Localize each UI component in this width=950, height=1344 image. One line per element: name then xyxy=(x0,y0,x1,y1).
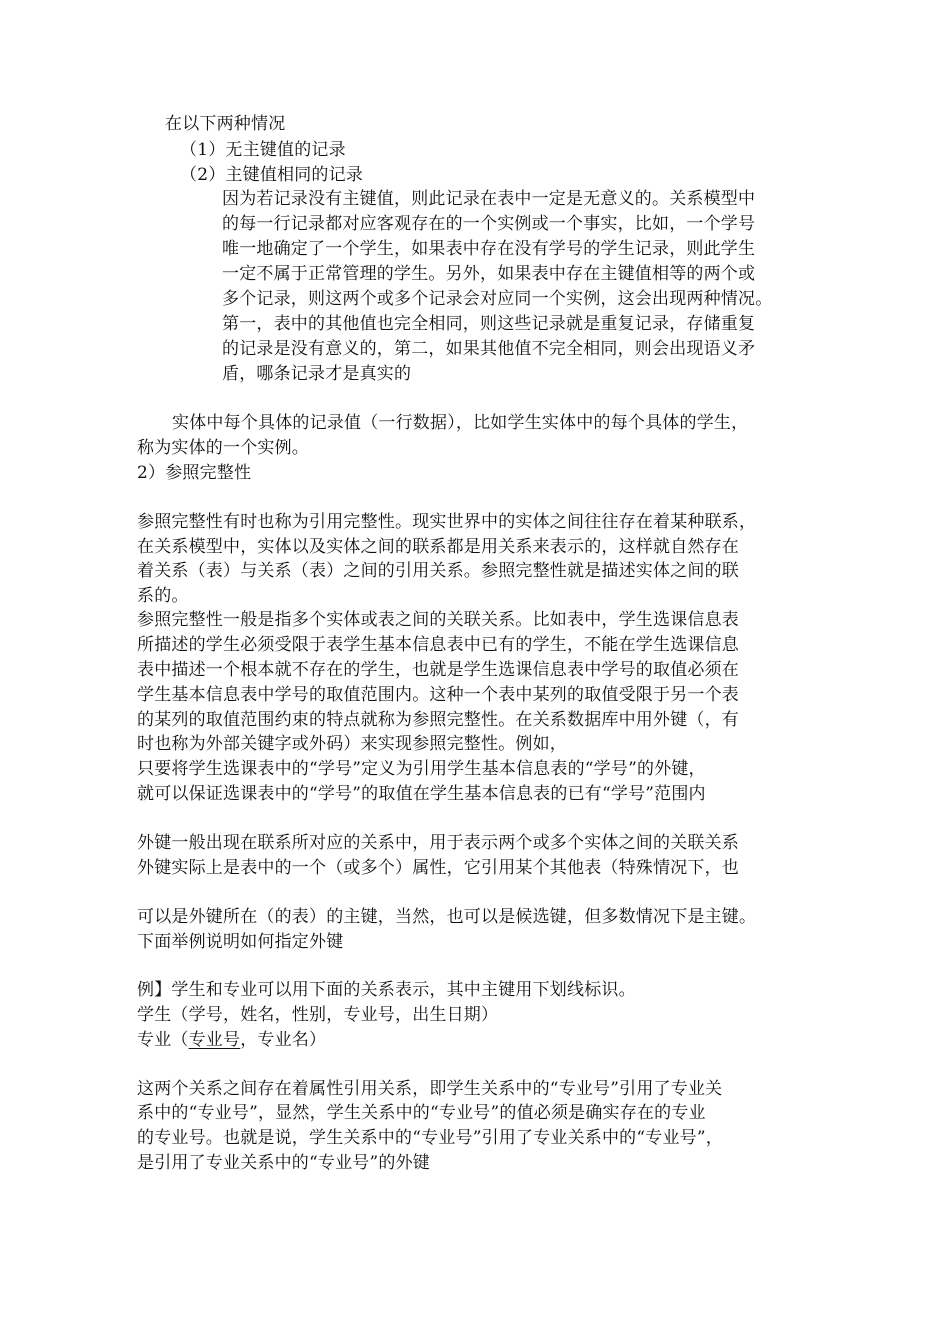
example-intro: 例】学生和专业可以用下面的关系表示，其中主键用下划线标识。 xyxy=(137,980,636,1000)
explanation-line: 盾，哪条记录才是真实的 xyxy=(222,364,412,384)
paragraph-line: 在关系模型中，实体以及实体之间的联系都是用关系来表示的，这样就自然存在 xyxy=(137,537,739,557)
paragraph-line: 外键实际上是表中的一个（或多个）属性，它引用某个其他表（特殊情况下，也 xyxy=(137,858,739,878)
paragraph-line: 着关系（表）与关系（表）之间的引用关系。参照完整性就是描述实体之间的联 xyxy=(137,561,739,581)
paragraph-line: 是引用了专业关系中的“专业号”的外键 xyxy=(137,1153,430,1173)
list-item-no-key: （1）无主键值的记录 xyxy=(180,140,346,160)
paragraph-line: 这两个关系之间存在着属性引用关系，即学生关系中的“专业号”引用了专业关 xyxy=(137,1079,723,1099)
list-item-same-key: （2）主键值相同的记录 xyxy=(180,165,364,185)
major-relation-suffix: ，专业名） xyxy=(240,1030,327,1050)
student-relation: 学生（学号，姓名，性别，专业号，出生日期） xyxy=(137,1005,499,1025)
intro-line: 在以下两种情况 xyxy=(165,114,286,134)
paragraph-line: 时也称为外部关键字或外码）来实现参照完整性。例如， xyxy=(137,734,567,754)
paragraph-line: 学生基本信息表中学号的取值范围内。这种一个表中某列的取值受限于另一个表 xyxy=(137,685,739,705)
paragraph-line: 可以是外键所在（的表）的主键，当然，也可以是候选键，但多数情况下是主键。 xyxy=(137,907,757,927)
paragraph-line: 参照完整性有时也称为引用完整性。现实世界中的实体之间往往存在着某种联系， xyxy=(137,512,757,532)
paragraph-line: 的专业号。也就是说，学生关系中的“专业号”引用了专业关系中的“专业号”， xyxy=(137,1128,723,1148)
major-relation-prefix: 专业（ xyxy=(137,1030,189,1050)
explanation-line: 一定不属于正常管理的学生。另外，如果表中存在主键值相等的两个或 xyxy=(222,264,756,284)
explanation-line: 多个记录，则这两个或多个记录会对应同一个实例，这会出现两种情况。 xyxy=(222,289,773,309)
major-relation xyxy=(137,1028,326,1052)
paragraph-line: 参照完整性一般是指多个实体或表之间的关联关系。比如表中，学生选课信息表 xyxy=(137,610,739,630)
paragraph-line: 只要将学生选课表中的“学号”定义为引用学生基本信息表的“学号”的外键， xyxy=(137,759,706,779)
paragraph-line: 下面举例说明如何指定外键 xyxy=(137,932,344,952)
explanation-line: 因为若记录没有主键值，则此记录在表中一定是无意义的。关系模型中 xyxy=(222,189,756,209)
paragraph-line: 系的。 xyxy=(137,586,189,606)
explanation-line: 的每一行记录都对应客观存在的一个实例或一个事实，比如，一个学号 xyxy=(222,214,756,234)
instance-note-line: 实体中每个具体的记录值（一行数据），比如学生实体中的每个具体的学生， xyxy=(172,413,749,433)
primary-key-underlined: 专业号 xyxy=(188,1030,241,1050)
section-heading: 2）参照完整性 xyxy=(137,463,252,483)
explanation-line: 唯一地确定了一个学生，如果表中存在没有学号的学生记录，则此学生 xyxy=(222,239,756,259)
instance-note-line: 称为实体的一个实例。 xyxy=(137,438,309,458)
paragraph-line: 就可以保证选课表中的“学号”的取值在学生基本信息表的已有“学号”范围内 xyxy=(137,784,706,804)
paragraph-line: 表中描述一个根本就不存在的学生，也就是学生选课信息表中学号的取值必须在 xyxy=(137,660,739,680)
paragraph-line: 外键一般出现在联系所对应的关系中，用于表示两个或多个实体之间的关联关系 xyxy=(137,833,739,853)
explanation-line: 第一，表中的其他值也完全相同，则这些记录就是重复记录，存储重复 xyxy=(222,314,756,334)
explanation-line: 的记录是没有意义的，第二，如果其他值不完全相同，则会出现语义矛 xyxy=(222,339,756,359)
paragraph-line: 所描述的学生必须受限于表学生基本信息表中已有的学生，不能在学生选课信息 xyxy=(137,635,739,655)
paragraph-line: 的某列的取值范围约束的特点就称为参照完整性。在关系数据库中用外键（，有 xyxy=(137,710,739,730)
paragraph-line: 系中的“专业号”，显然，学生关系中的“专业号”的值必须是确实存在的专业 xyxy=(137,1103,706,1123)
